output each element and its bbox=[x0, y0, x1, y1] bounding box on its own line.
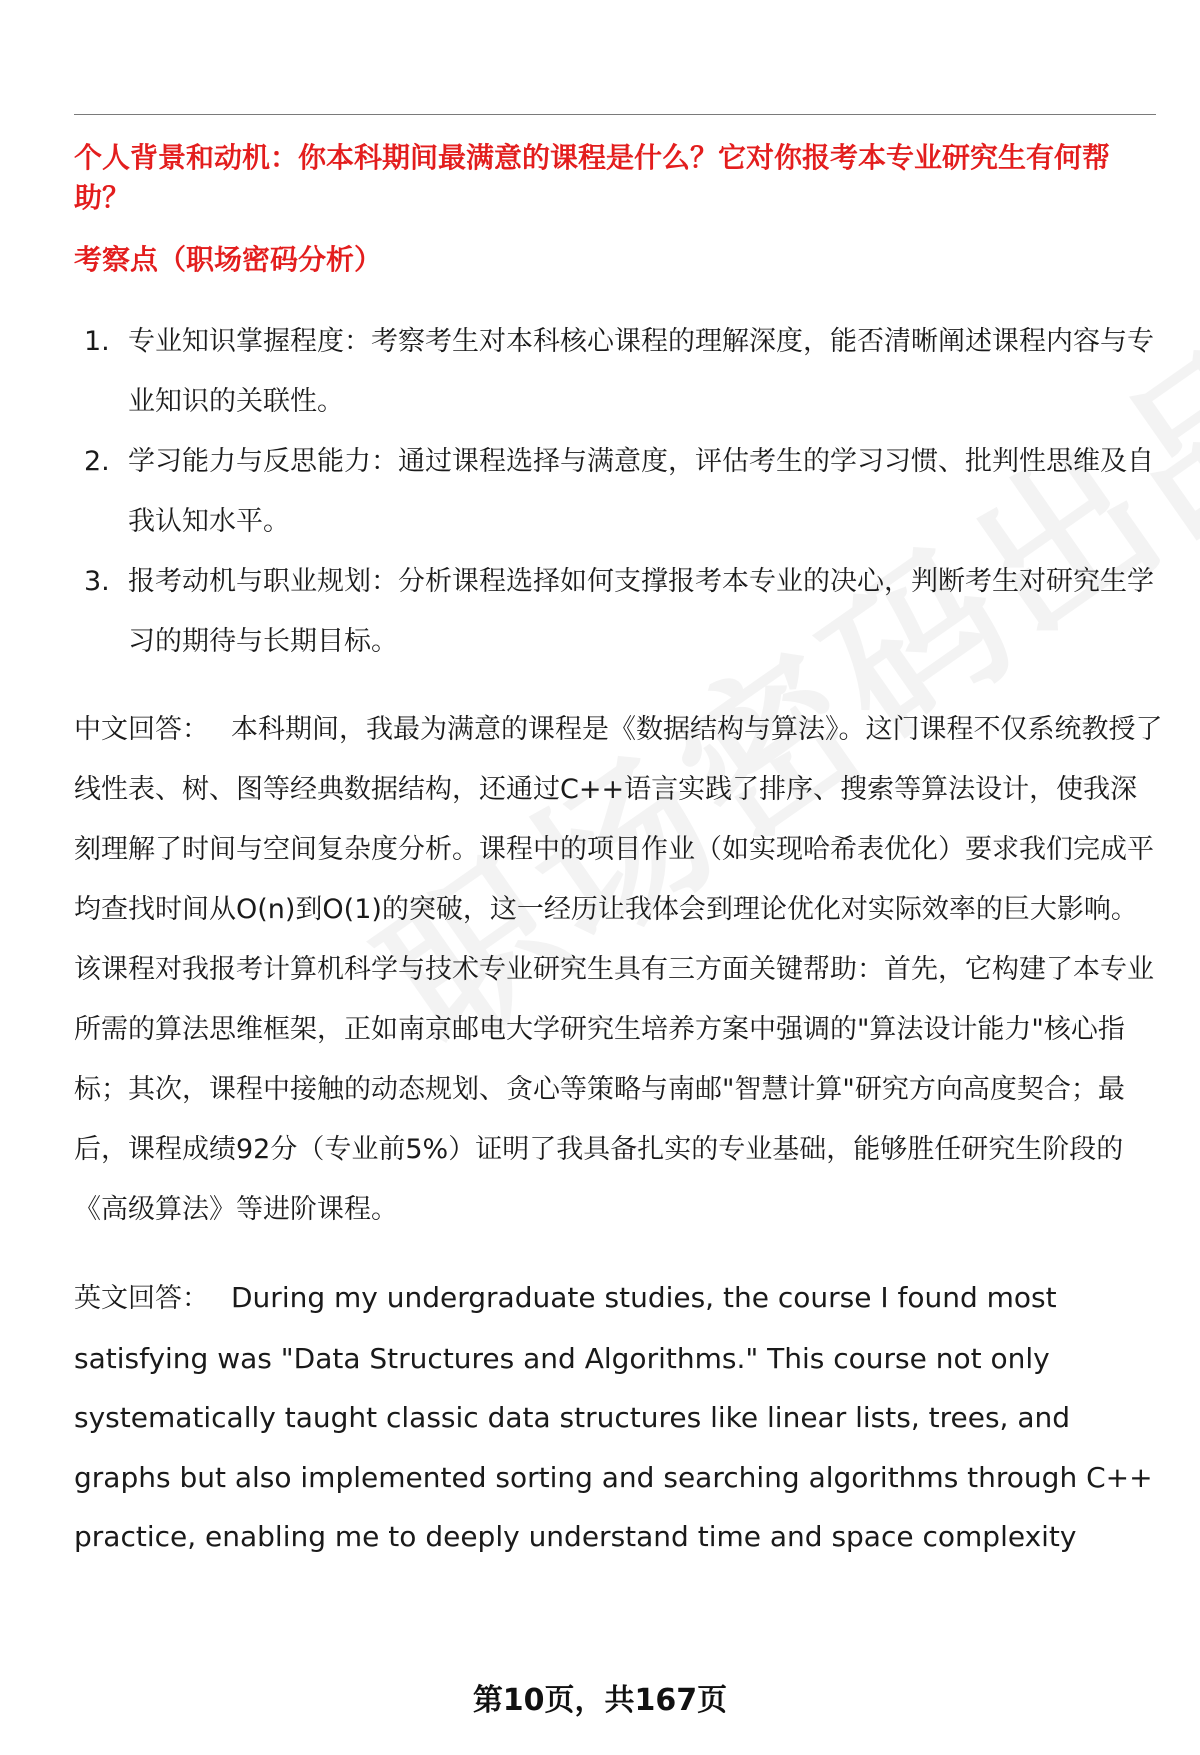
header-rule bbox=[74, 114, 1156, 115]
focus-point bbox=[74, 552, 1164, 672]
point-number: 3. bbox=[84, 566, 110, 597]
english-answer-label: 英文回答： bbox=[74, 1283, 209, 1314]
point-number: 1. bbox=[84, 326, 110, 357]
page-content bbox=[74, 138, 1164, 1567]
focus-point bbox=[74, 312, 1164, 432]
point-number: 2. bbox=[84, 446, 110, 477]
chinese-answer bbox=[74, 700, 1164, 1240]
question-heading: 个人背景和动机：你本科期间最满意的课程是什么？它对你报考本专业研究生有何帮助？ bbox=[74, 141, 1111, 214]
focus-point bbox=[74, 432, 1164, 552]
chinese-answer-label: 中文回答： bbox=[74, 714, 209, 745]
focus-title: 考察点（职场密码分析） bbox=[74, 243, 383, 276]
point-text: 学习能力与反思能力：通过课程选择与满意度，评估考生的学习习惯、批判性思维及自我认知水平。 bbox=[128, 446, 1154, 537]
page-number: 第10页，共167页 bbox=[472, 1683, 728, 1718]
chinese-answer-text: 本科期间，我最为满意的课程是《数据结构与算法》。这门课程不仅系统教授了线性表、树、图等经典数据结构，还通过C++语言实践了排序、搜索等算法设计，使我深刻理解了时间与空间复杂度分析。课程中的项目作业（如实现哈希表优化）要求我们完成平均查找时间从O(n)到O(1)的突破，这一经历让我体会到理论优化对实际效率的巨大影响。该课程对我报考计算机科学与技术专业研究生具有三方面关键帮助：首先，它构建了本专业所需的算法思维框架，正如南京邮电大学研究生培养方案中强调的"算法设计能力"核心指标；其次，课程中接触的动态规划、贪心等策略与南邮"智慧计算"研究方向高度契合；最后，课程成绩92分（专业前5%）证明了我具备扎实的专业基础，能够胜任研究生阶段的《高级算法》等进阶课程。 bbox=[74, 714, 1163, 1225]
english-answer-text: During my undergraduate studies, the course I found most satisfying was "Data Structures and Algorithms." This course not only systematically taught classic data structures like linear lists, trees, and graphs but also implemented sorting and searching algorithms through C++ practice, enabling me to deeply understand time and space complexity bbox=[74, 1281, 1153, 1553]
point-text: 专业知识掌握程度：考察考生对本科核心课程的理解深度，能否清晰阐述课程内容与专业知识的关联性。 bbox=[128, 326, 1154, 417]
point-text: 报考动机与职业规划：分析课程选择如何支撑报考本专业的决心，判断考生对研究生学习的期待与长期目标。 bbox=[128, 566, 1154, 657]
english-answer bbox=[74, 1268, 1164, 1567]
focus-points-list bbox=[74, 312, 1164, 672]
